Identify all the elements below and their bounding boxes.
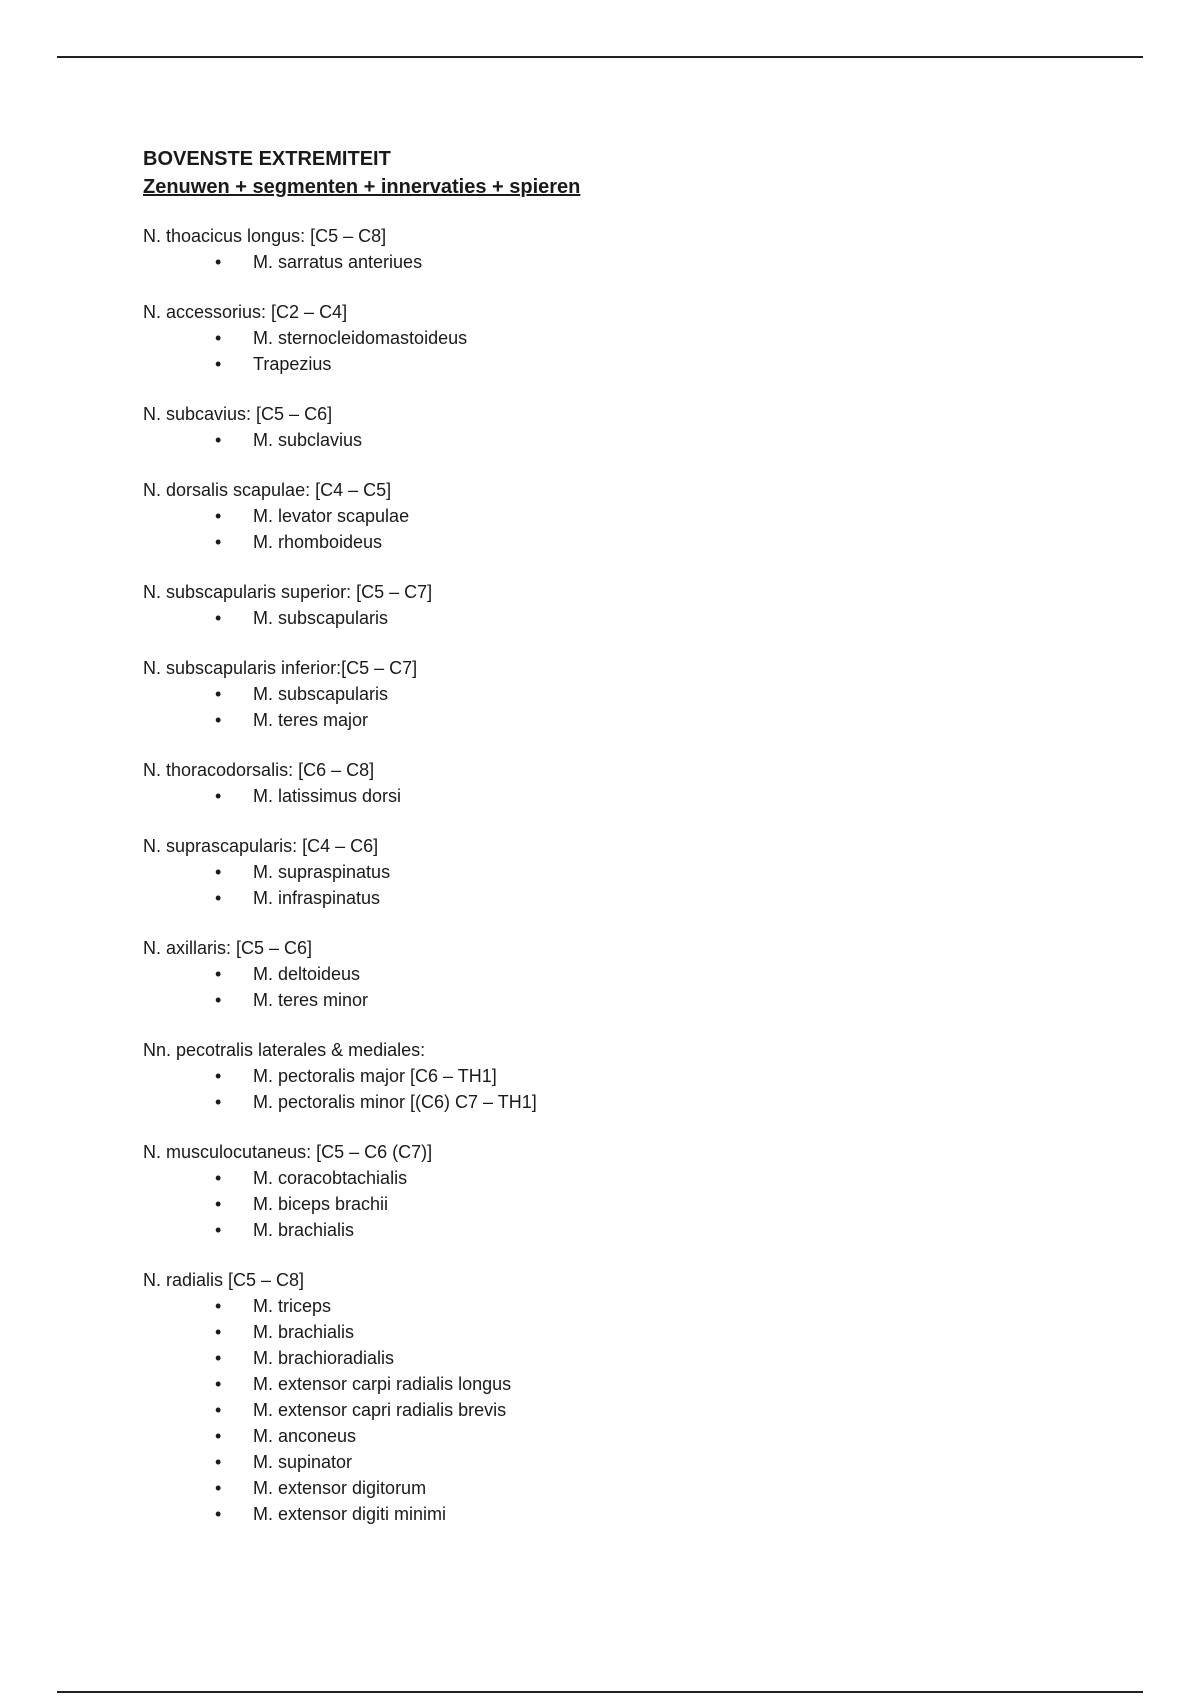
muscle-name: M. triceps [253, 1296, 332, 1316]
muscle-item [143, 707, 1143, 733]
bullet-icon: • [215, 1066, 222, 1086]
bullet-icon: • [215, 888, 222, 908]
bullet-icon: • [215, 1348, 222, 1368]
muscle-name: Trapezius [253, 354, 332, 374]
bullet-icon: • [215, 354, 222, 374]
nerve-section [143, 757, 1143, 809]
muscle-name: M. sarratus anteriues [253, 252, 423, 272]
document-subtitle: Zenuwen + segmenten + innervaties + spieren [143, 176, 581, 198]
muscle-item [143, 1423, 1143, 1449]
bullet-icon: • [215, 786, 222, 806]
muscle-item [143, 1293, 1143, 1319]
bullet-icon: • [215, 1478, 222, 1498]
muscle-item [143, 249, 1143, 275]
muscle-name: M. extensor capri radialis brevis [253, 1400, 507, 1420]
bullet-icon: • [215, 1426, 222, 1446]
muscle-item [143, 503, 1143, 529]
nerve-name: N. radialis [C5 – C8] [143, 1270, 305, 1290]
muscle-item [143, 1449, 1143, 1475]
bullet-icon: • [215, 862, 222, 882]
muscle-item [143, 1217, 1143, 1243]
nerve-name: N. subcavius: [C5 – C6] [143, 404, 333, 424]
bullet-icon: • [215, 608, 222, 628]
muscle-name: M. subscapularis [253, 608, 389, 628]
muscle-item [143, 1063, 1143, 1089]
bullet-icon: • [215, 1504, 222, 1524]
nerve-section [143, 223, 1143, 275]
muscle-name: M. subclavius [253, 430, 363, 450]
nerve-section [143, 401, 1143, 453]
nerve-name: N. thoacicus longus: [C5 – C8] [143, 226, 387, 246]
muscle-name: M. extensor digitorum [253, 1478, 427, 1498]
nerve-name: N. thoracodorsalis: [C6 – C8] [143, 760, 375, 780]
muscle-list [143, 1293, 1143, 1527]
muscle-name: M. rhomboideus [253, 532, 383, 552]
muscle-list [143, 503, 1143, 555]
muscle-list [143, 427, 1143, 453]
bullet-icon: • [215, 1168, 222, 1188]
nerve-section [143, 477, 1143, 555]
muscle-item [143, 1501, 1143, 1527]
muscle-list [143, 605, 1143, 631]
muscle-list [143, 1165, 1143, 1243]
nerve-section [143, 935, 1143, 1013]
muscle-item [143, 961, 1143, 987]
muscle-item [143, 427, 1143, 453]
bullet-icon: • [215, 1322, 222, 1342]
nerve-section [143, 299, 1143, 377]
muscle-list [143, 325, 1143, 377]
muscle-name: M. brachialis [253, 1322, 355, 1342]
muscle-list [143, 783, 1143, 809]
nerve-section [143, 1267, 1143, 1527]
bullet-icon: • [215, 684, 222, 704]
muscle-name: M. pectoralis minor [(C6) C7 – TH1] [253, 1092, 537, 1112]
nerve-section [143, 579, 1143, 631]
muscle-name: M. subscapularis [253, 684, 389, 704]
muscle-name: M. latissimus dorsi [253, 786, 402, 806]
muscle-list [143, 859, 1143, 911]
muscle-item [143, 1191, 1143, 1217]
bullet-icon: • [215, 430, 222, 450]
muscle-name: M. extensor carpi radialis longus [253, 1374, 512, 1394]
muscle-name: M. brachialis [253, 1220, 355, 1240]
bullet-icon: • [215, 1400, 222, 1420]
nerve-section [143, 1139, 1143, 1243]
muscle-item [143, 1397, 1143, 1423]
bullet-icon: • [215, 710, 222, 730]
bullet-icon: • [215, 532, 222, 552]
muscle-name: M. extensor digiti minimi [253, 1504, 447, 1524]
nerve-name: N. suprascapularis: [C4 – C6] [143, 836, 379, 856]
footer-rule [57, 1691, 1143, 1693]
muscle-name: M. teres major [253, 710, 369, 730]
muscle-name: M. supraspinatus [253, 862, 391, 882]
muscle-name: M. supinator [253, 1452, 353, 1472]
muscle-list [143, 961, 1143, 1013]
muscle-list [143, 681, 1143, 733]
muscle-item [143, 987, 1143, 1013]
muscle-item [143, 1165, 1143, 1191]
muscle-item [143, 783, 1143, 809]
bullet-icon: • [215, 252, 222, 272]
bullet-icon: • [215, 506, 222, 526]
muscle-name: M. coracobtachialis [253, 1168, 408, 1188]
muscle-item [143, 351, 1143, 377]
muscle-item [143, 1089, 1143, 1115]
bullet-icon: • [215, 1296, 222, 1316]
bullet-icon: • [215, 1374, 222, 1394]
nerve-list [143, 223, 1143, 1527]
muscle-item [143, 885, 1143, 911]
muscle-name: M. deltoideus [253, 964, 361, 984]
muscle-item [143, 605, 1143, 631]
muscle-name: M. pectoralis major [C6 – TH1] [253, 1066, 497, 1086]
nerve-section [143, 1037, 1143, 1115]
header-rule [57, 56, 1143, 58]
muscle-name: M. infraspinatus [253, 888, 381, 908]
muscle-name: M. anconeus [253, 1426, 357, 1446]
muscle-item [143, 681, 1143, 707]
muscle-name: M. levator scapulae [253, 506, 410, 526]
muscle-name: M. brachioradialis [253, 1348, 395, 1368]
muscle-item [143, 529, 1143, 555]
nerve-section [143, 655, 1143, 733]
muscle-item [143, 1475, 1143, 1501]
nerve-name: N. axillaris: [C5 – C6] [143, 938, 313, 958]
muscle-name: M. teres minor [253, 990, 369, 1010]
bullet-icon: • [215, 1194, 222, 1214]
muscle-item [143, 1319, 1143, 1345]
muscle-list [143, 249, 1143, 275]
document-body [143, 145, 1143, 1551]
nerve-name: N. accessorius: [C2 – C4] [143, 302, 348, 322]
nerve-section [143, 833, 1143, 911]
bullet-icon: • [215, 1452, 222, 1472]
bullet-icon: • [215, 328, 222, 348]
nerve-name: N. subscapularis superior: [C5 – C7] [143, 582, 433, 602]
muscle-name: M. sternocleidomastoideus [253, 328, 468, 348]
nerve-name: N. dorsalis scapulae: [C4 – C5] [143, 480, 392, 500]
bullet-icon: • [215, 1220, 222, 1240]
nerve-name: N. subscapularis inferior:[C5 – C7] [143, 658, 418, 678]
nerve-name: Nn. pecotralis laterales & mediales: [143, 1040, 426, 1060]
document-title: BOVENSTE EXTREMITEIT [143, 148, 391, 170]
muscle-name: M. biceps brachii [253, 1194, 389, 1214]
bullet-icon: • [215, 1092, 222, 1112]
muscle-item [143, 325, 1143, 351]
muscle-list [143, 1063, 1143, 1115]
muscle-item [143, 1345, 1143, 1371]
muscle-item [143, 1371, 1143, 1397]
bullet-icon: • [215, 964, 222, 984]
nerve-name: N. musculocutaneus: [C5 – C6 (C7)] [143, 1142, 433, 1162]
bullet-icon: • [215, 990, 222, 1010]
muscle-item [143, 859, 1143, 885]
